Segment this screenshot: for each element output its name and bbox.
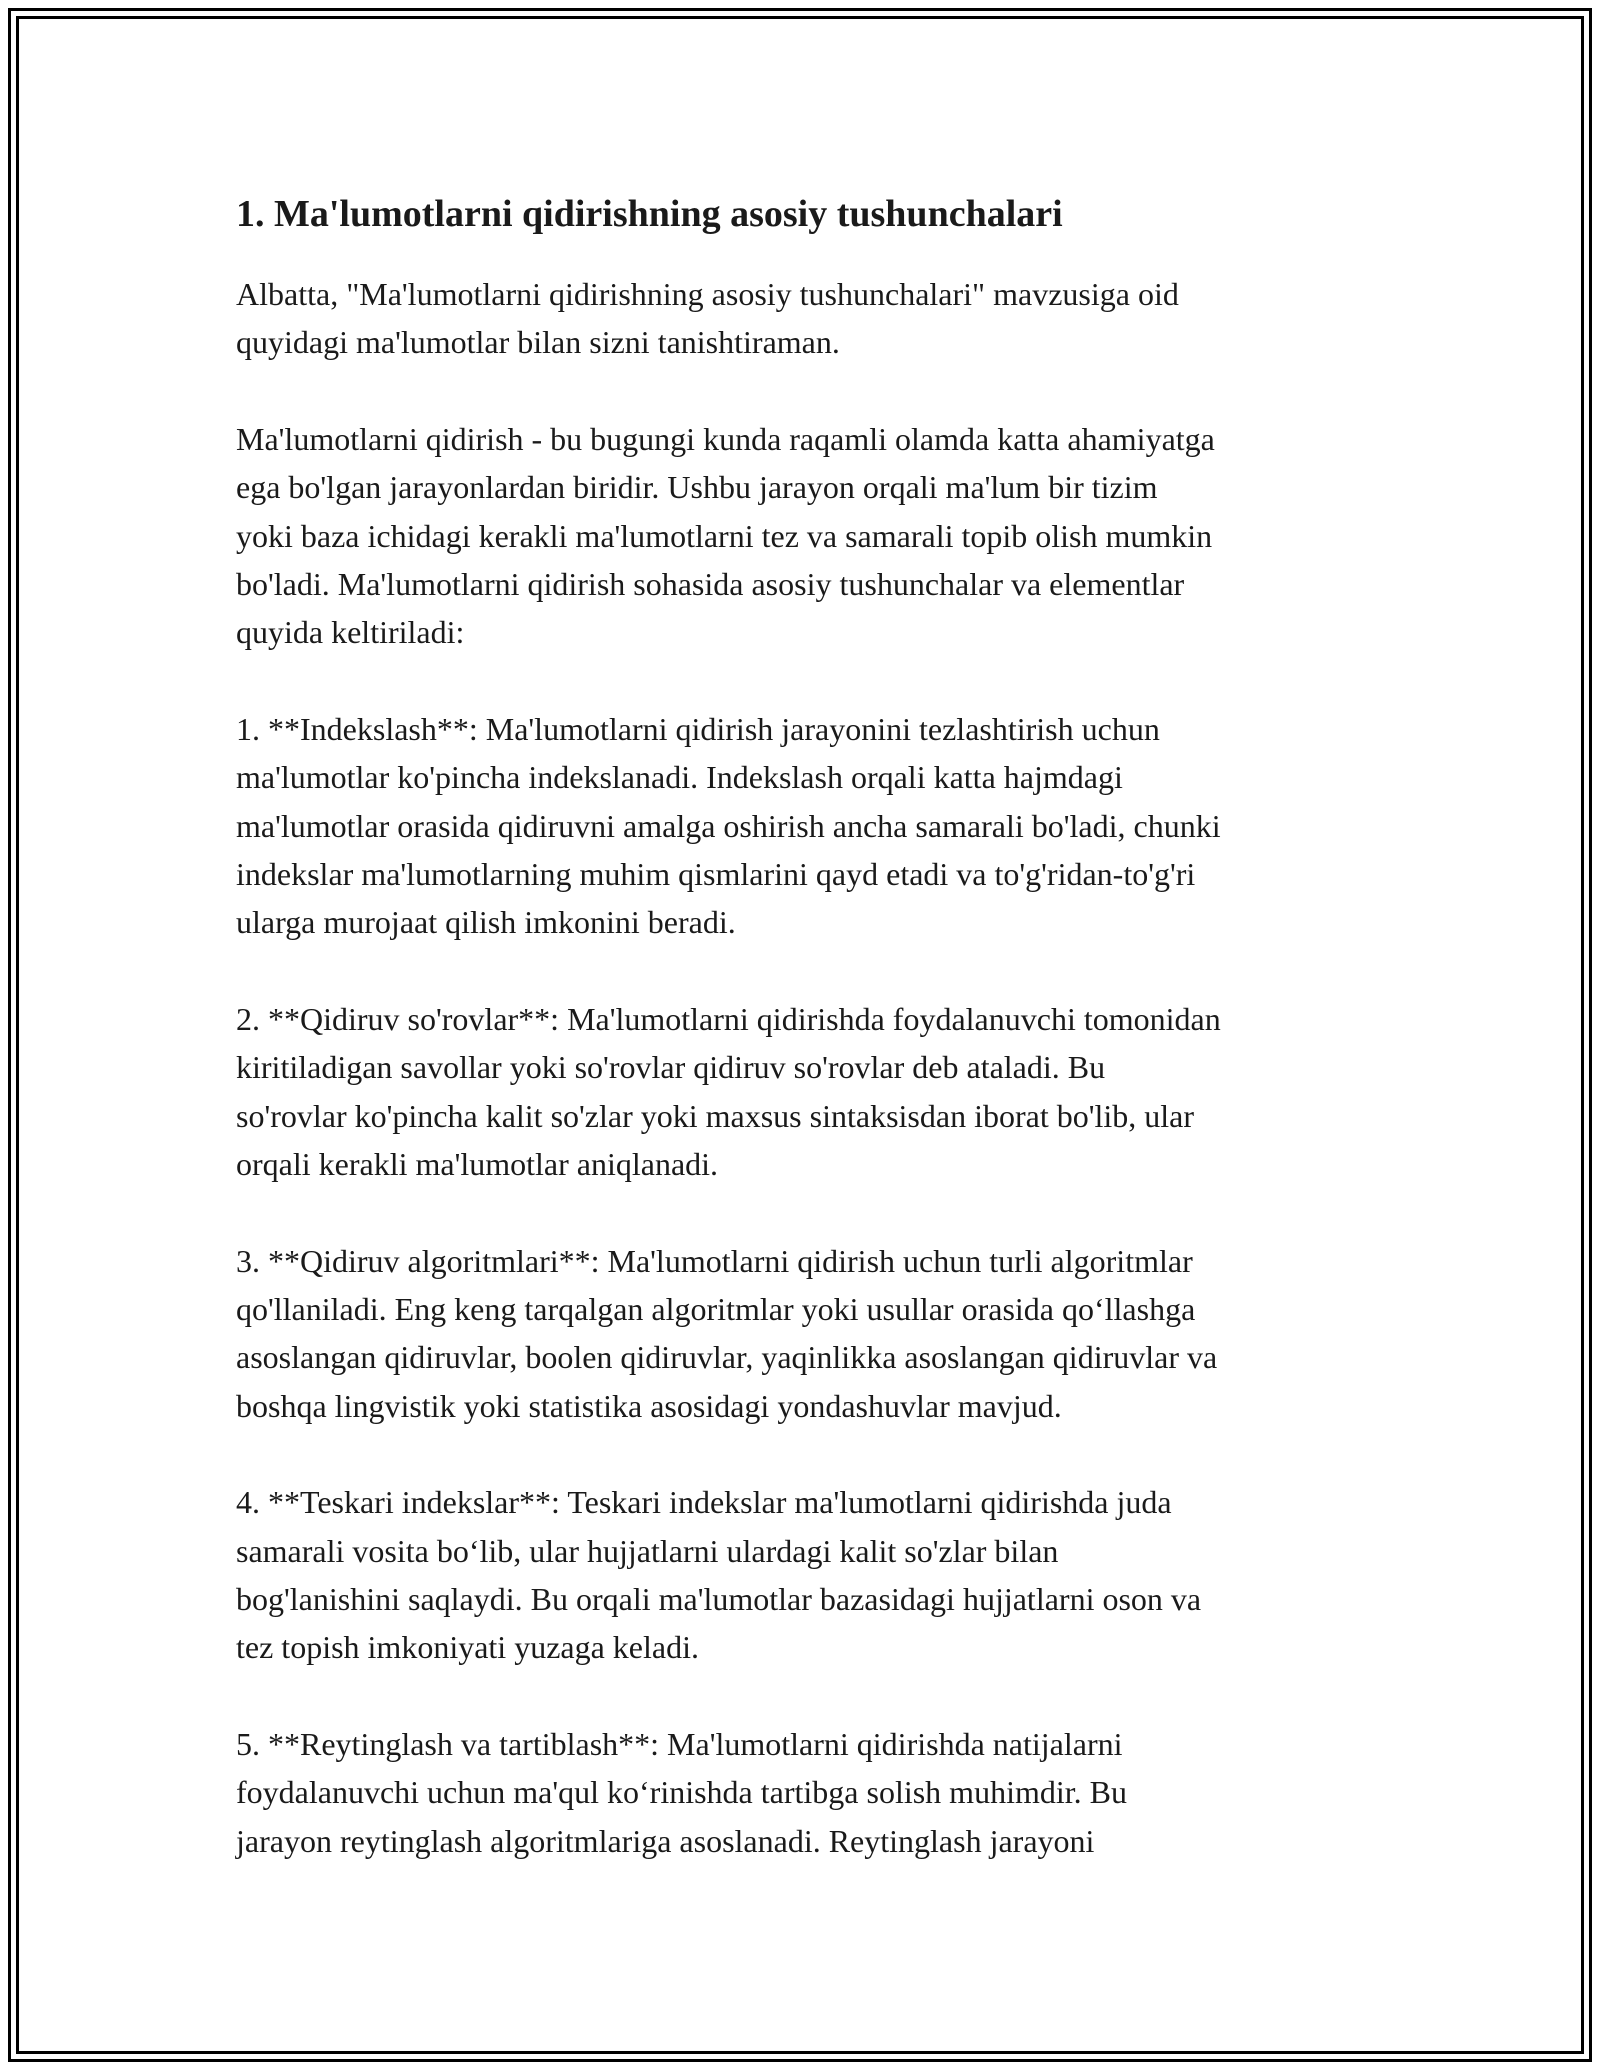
document-title: 1. Ma'lumotlarni qidirishning asosiy tushunchalari [236, 193, 1063, 235]
paragraph-indexing: 1. **Indekslash**: Ma'lumotlarni qidirish jarayonini tezlashtirish uchun ma'lumotlar ko'pincha indekslanadi. Indekslash orqali katta hajmdagi ma'lumotlar orasida qidiruvni amalga oshirish ancha samarali bo'ladi, chunki indekslar ma'lumotlarning muhim qismlarini qayd etadi va to'g'ridan-to'g'ri ularga murojaat qilish imkonini beradi. [236, 710, 1221, 941]
paragraph-search-algorithms: 3. **Qidiruv algoritmlari**: Ma'lumotlarni qidirish uchun turli algoritmlar qo'llaniladi. Eng keng tarqalgan algoritmlar yoki usullar orasida qo‘llashga asoslangan qidiruvlar, boolen qidiruvlar, yaqinlikka asoslangan qidiruvlar va boshqa lingvistik yoki statistika asosidagi yondashuvlar mavjud. [236, 1242, 1218, 1424]
paragraph-overview: Ma'lumotlarni qidirish - bu bugungi kunda raqamli olamda katta ahamiyatga ega bo'lgan jarayonlardan biridir. Ushbu jarayon orqali ma'lum bir tizim yoki baza ichidagi kerakli ma'lumotlarni tez va samarali topib olish mumkin bo'ladi. Ma'lumotlarni qidirish sohasida asosiy tushunchalar va elementlar quyida keltiriladi: [236, 420, 1215, 651]
paragraph-search-queries: 2. **Qidiruv so'rovlar**: Ma'lumotlarni qidirishda foydalanuvchi tomonidan kiritiladigan savollar yoki so'rovlar qidiruv so'rovlar deb ataladi. Bu so'rovlar ko'pincha kalit so'zlar yoki maxsus sintaksisdan iborat bo'lib, ular orqali kerakli ma'lumotlar aniqlanadi. [236, 1000, 1221, 1183]
paragraph-inverted-indexes: 4. **Teskari indekslar**: Teskari indekslar ma'lumotlarni qidirishda juda samarali vosita bo‘lib, ular hujjatlarni ulardagi kalit so'zlar bilan bog'lanishini saqlaydi. Bu orqali ma'lumotlar bazasidagi hujjatlarni oson va tez topish imkoniyati yuzaga keladi. [236, 1484, 1202, 1666]
document-body [236, 188, 1376, 1913]
paragraph-intro: Albatta, "Ma'lumotlarni qidirishning asosiy tushunchalari" mavzusiga oid quyidagi ma'lumotlar bilan sizni tanishtiraman. [236, 276, 1179, 361]
paragraph-ranking: 5. **Reytinglash va tartiblash**: Ma'lumotlarni qidirishda natijalarni foydalanuvchi uchun ma'qul ko‘rinishda tartibga solish muhimdir. Bu jarayon reytinglash algoritmlariga asoslanadi. Reytinglash jarayoni [236, 1725, 1127, 1859]
